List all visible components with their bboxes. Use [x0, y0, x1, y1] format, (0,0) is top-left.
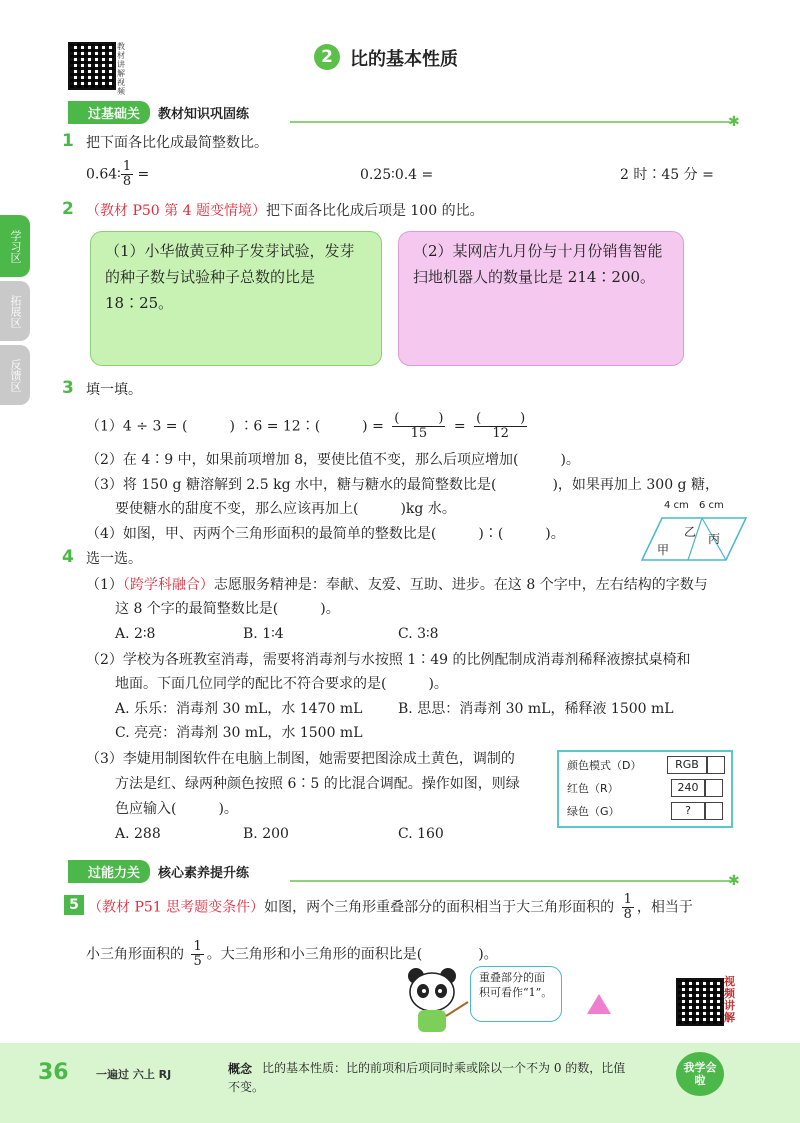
section-ability-tag: 过能力关 — [68, 860, 150, 883]
q2-box-1 — [90, 231, 382, 366]
q2-box-2-text: （2）某网店九月份与十月份销售智能扫地机器人的数量比是 214∶200。 — [413, 242, 663, 286]
q1-part-c: 2 时∶45 分 = — [620, 167, 714, 183]
q4-p1-option-c: C. 3∶8 — [398, 626, 439, 642]
q4-text: 选一选。 — [86, 551, 142, 567]
concept-label: 概念 — [228, 1062, 253, 1076]
question-number-5: 5 — [64, 895, 84, 915]
q4-p2-option-b: B. 思思：消毒剂 30 mL，稀释液 1500 mL — [398, 701, 674, 717]
q1-part-b: 0.25∶0.4 = — [360, 167, 434, 183]
color-mode-field[interactable]: RGB — [667, 756, 707, 774]
q4-p3-option-a: A. 288 — [115, 826, 161, 842]
red-stepper[interactable] — [705, 779, 723, 797]
concept-text-a: 比的基本性质：比的前项和后项同时乘或除以一个不为 0 的数，比值 — [262, 1061, 626, 1075]
q1-text: 把下面各比化成最简整数比。 — [86, 135, 268, 151]
q5-line-1: （教材 P51 思考题变条件）如图，两个三角形重叠部分的面积相当于大三角形面积的 $\frac{1}{8}$ ，相当于 — [88, 892, 693, 922]
color-mode-label: 颜色模式（D） — [567, 759, 642, 772]
star-icon: ✱ — [728, 114, 740, 130]
fig-label-jia: 甲 — [657, 543, 670, 557]
question-number-2: 2 — [62, 199, 74, 219]
series-name: 一遍过 六上 RJ — [96, 1068, 172, 1081]
fig-len-2: 6 cm — [699, 500, 724, 511]
red-label: 红色（R） — [567, 782, 619, 795]
tab-feedback[interactable]: 反馈区 — [0, 345, 30, 405]
color-panel — [557, 750, 733, 828]
q1-part-a: 0.64∶ $\frac{1}{8}$ = — [86, 159, 150, 189]
video-qr-code — [676, 978, 724, 1026]
green-label: 绿色（G） — [567, 805, 620, 818]
section-ability — [68, 860, 249, 882]
section-basic-subtitle: 教材知识巩固练 — [158, 106, 250, 122]
red-input[interactable]: 240 — [671, 779, 705, 797]
page-number: 36 — [38, 1060, 69, 1085]
hint-text: 重叠部分的面积可看作“1”。 — [479, 971, 553, 999]
q2-box-1-text: （1）小华做黄豆种子发芽试验，发芽的种子数与试验种子总数的比是 18∶25。 — [105, 242, 355, 312]
lesson-number: 2 — [314, 44, 340, 70]
q5-line-2: 小三角形面积的 $\frac{1}{5}$ 。大三角形和小三角形的面积比是( )。 — [86, 939, 498, 969]
green-input[interactable]: ? — [671, 802, 705, 820]
q4-p2-option-c: C. 亮亮：消毒剂 30 mL，水 1500 mL — [115, 725, 363, 741]
q3-part-2: （2）在 4∶9 中，如果前项增加 8，要使比值不变，那么后项应增加( )。 — [86, 452, 580, 468]
qr-label: 教材讲解视频 — [117, 42, 125, 96]
q3-part-3b: 要使糖水的甜度不变，那么应该再加上( )kg 水。 — [115, 501, 456, 517]
q3-part-1: （1）4 ÷ 3 = ( ) ∶6 = 12∶( ) = $\frac{( )}{15}$ = $\frac{( )}{12}$ — [86, 411, 526, 441]
concept-text-b: 不变。 — [228, 1080, 265, 1094]
learned-badge[interactable]: 我学会啦 — [676, 1052, 724, 1096]
q4-part-1b: 这 8 个字的最简整数比是( )。 — [115, 601, 340, 617]
q2-text: （教材 P50 第 4 题变情境）把下面各比化成后项是 100 的比。 — [86, 203, 484, 219]
video-label: 视频讲解 — [724, 975, 735, 1024]
tab-extend[interactable]: 拓展区 — [0, 281, 30, 341]
q4-part-2b: 地面。下面几位同学的配比不符合要求的是( )。 — [115, 676, 448, 692]
q4-p2-option-a: A. 乐乐：消毒剂 30 mL，水 1470 mL — [115, 701, 363, 717]
q2-box-2 — [398, 231, 684, 366]
fig-label-yi: 乙 — [684, 525, 697, 539]
question-number-3: 3 — [62, 378, 74, 398]
q4-p1-option-b: B. 1∶4 — [243, 626, 284, 642]
star-icon: ✱ — [728, 873, 740, 889]
q4-p1-option-a: A. 2∶8 — [115, 626, 156, 642]
qr-code — [68, 42, 116, 90]
q4-part-3a: （3）李婕用制图软件在电脑上制图，她需要把图涂成土黄色，调制的 — [86, 751, 515, 767]
q3-part-4: （4）如图，甲、丙两个三角形面积的最简单的整数比是( )∶( )。 — [86, 526, 565, 542]
q4-p3-option-b: B. 200 — [243, 826, 289, 842]
fig-label-bing: 丙 — [708, 532, 721, 546]
q4-p3-option-c: C. 160 — [398, 826, 444, 842]
triangle-marker-icon — [585, 992, 613, 1016]
panda-mascot-icon — [398, 966, 470, 1036]
hint-bubble — [470, 966, 562, 1022]
question-number-4: 4 — [62, 547, 74, 567]
section-divider — [290, 121, 730, 123]
lesson-title: 比的基本性质 — [350, 49, 458, 70]
q4-part-3c: 色应输入( )。 — [115, 801, 238, 817]
section-ability-subtitle: 核心素养提升练 — [158, 865, 250, 881]
section-divider-2 — [290, 880, 730, 882]
q3-text: 填一填。 — [86, 382, 142, 398]
section-basic-tag: 过基础关 — [68, 101, 150, 124]
q3-part-3a: （3）将 150 g 糖溶解到 2.5 kg 水中，糖与糖水的最简整数比是( )，如果再加上 300 g 糖， — [86, 477, 719, 493]
tab-study[interactable]: 学习区 — [0, 215, 30, 277]
green-stepper[interactable] — [705, 802, 723, 820]
q4-part-1a: （1）（跨学科融合）志愿服务精神是：奉献、友爱、互助、进步。在这 8 个字中，左右结构的字数与 — [86, 577, 708, 593]
q4-part-3b: 方法是红、绿两种颜色按照 6∶5 的比混合调配。操作如图，则绿 — [115, 776, 520, 792]
color-mode-dropdown[interactable] — [707, 756, 725, 774]
question-number-1: 1 — [62, 131, 74, 151]
q4-part-2a: （2）学校为各班教室消毒，需要将消毒剂与水按照 1∶49 的比例配制成消毒剂稀释液擦拭桌椅和 — [86, 652, 691, 668]
side-tabs — [0, 215, 40, 405]
fig-len-1: 4 cm — [664, 500, 689, 511]
section-basic — [68, 101, 249, 123]
